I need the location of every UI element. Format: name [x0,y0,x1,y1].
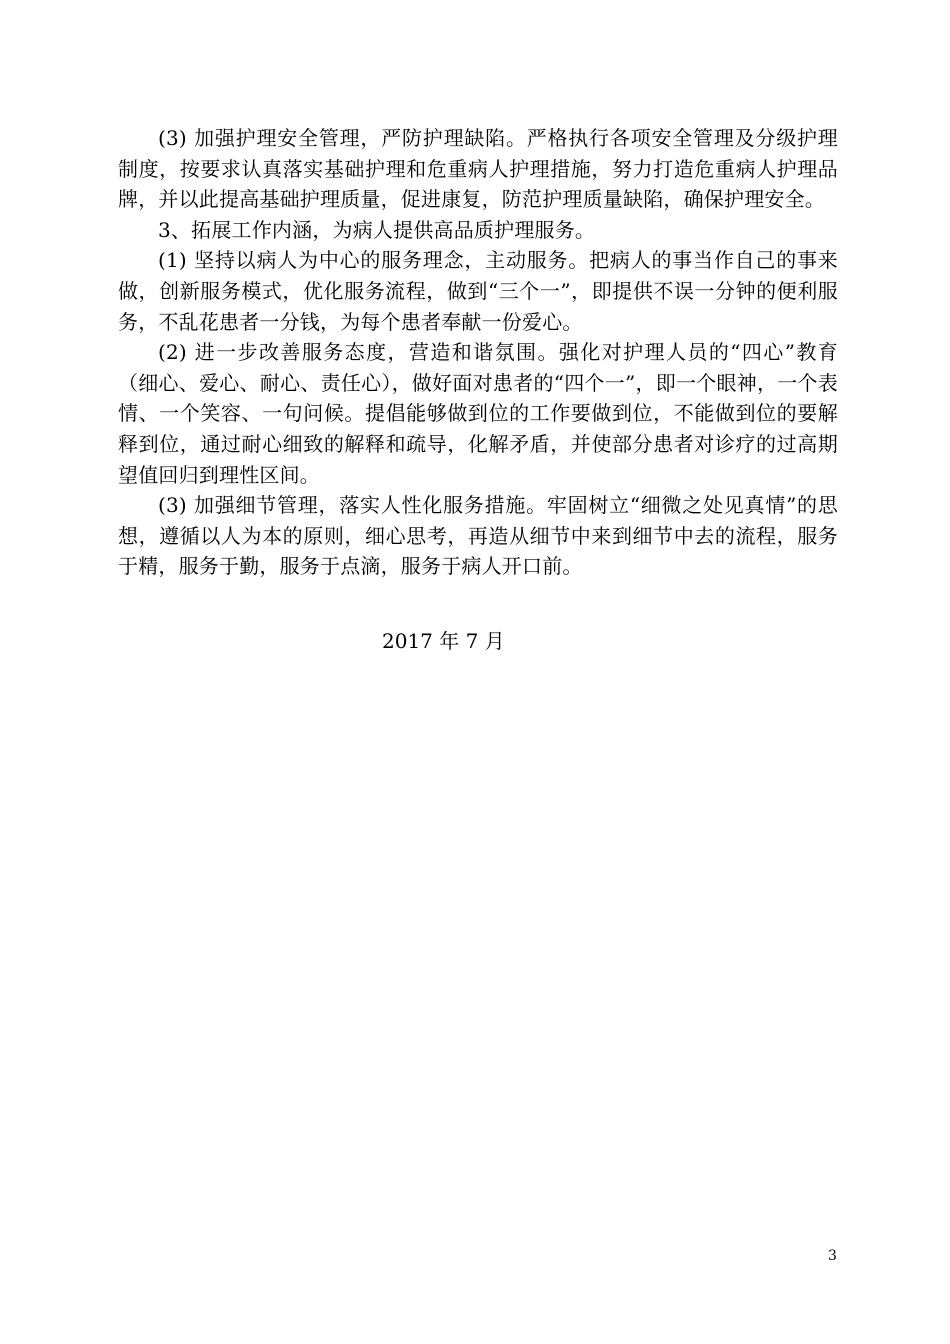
paragraph-safety-management: (3) 加强护理安全管理，严防护理缺陷。严格执行各项安全管理及分级护理制度，按要求认真落实基础护理和危重病人护理措施，努力打造危重病人护理品牌，并以此提高基础护理质量，促进康复，防范护理质量缺陷，确保护理安全。 [118,126,838,212]
paragraph-section-heading: 3、拓展工作内涵，为病人提供高品质护理服务。 [158,217,596,242]
document-body [118,123,838,582]
paragraph-patient-centered-service: (1) 坚持以病人为中心的服务理念，主动服务。把病人的事当作自己的事来做，创新服务模式，优化服务流程，做到“三个一”，即提供不误一分钟的便利服务，不乱花患者一分钱，为每个患者奉献一份爱心。 [118,248,838,334]
page-number: 3 [828,1248,837,1264]
document-date: 2017 年 7 月 [382,629,505,653]
paragraph-detail-management: (3) 加强细节管理，落实人性化服务措施。牢固树立“细微之处见真情”的思想，遵循以人为本的原则，细心思考，再造从细节中来到细节中去的流程，服务于精，服务于勤，服务于点滴，服务于病人开口前。 [118,493,838,579]
paragraph-service-attitude: (2) 进一步改善服务态度，营造和谐氛围。强化对护理人员的“四心”教育（细心、爱心、耐心、责任心），做好面对患者的“四个一”，即一个眼神，一个表情、一个笑容、一句问候。提倡能够做到位的工作要做到位，不能做到位的要解释到位，通过耐心细致的解释和疏导，化解矛盾，并使部分患者对诊疗的过高期望值回归到理性区间。 [118,340,838,487]
